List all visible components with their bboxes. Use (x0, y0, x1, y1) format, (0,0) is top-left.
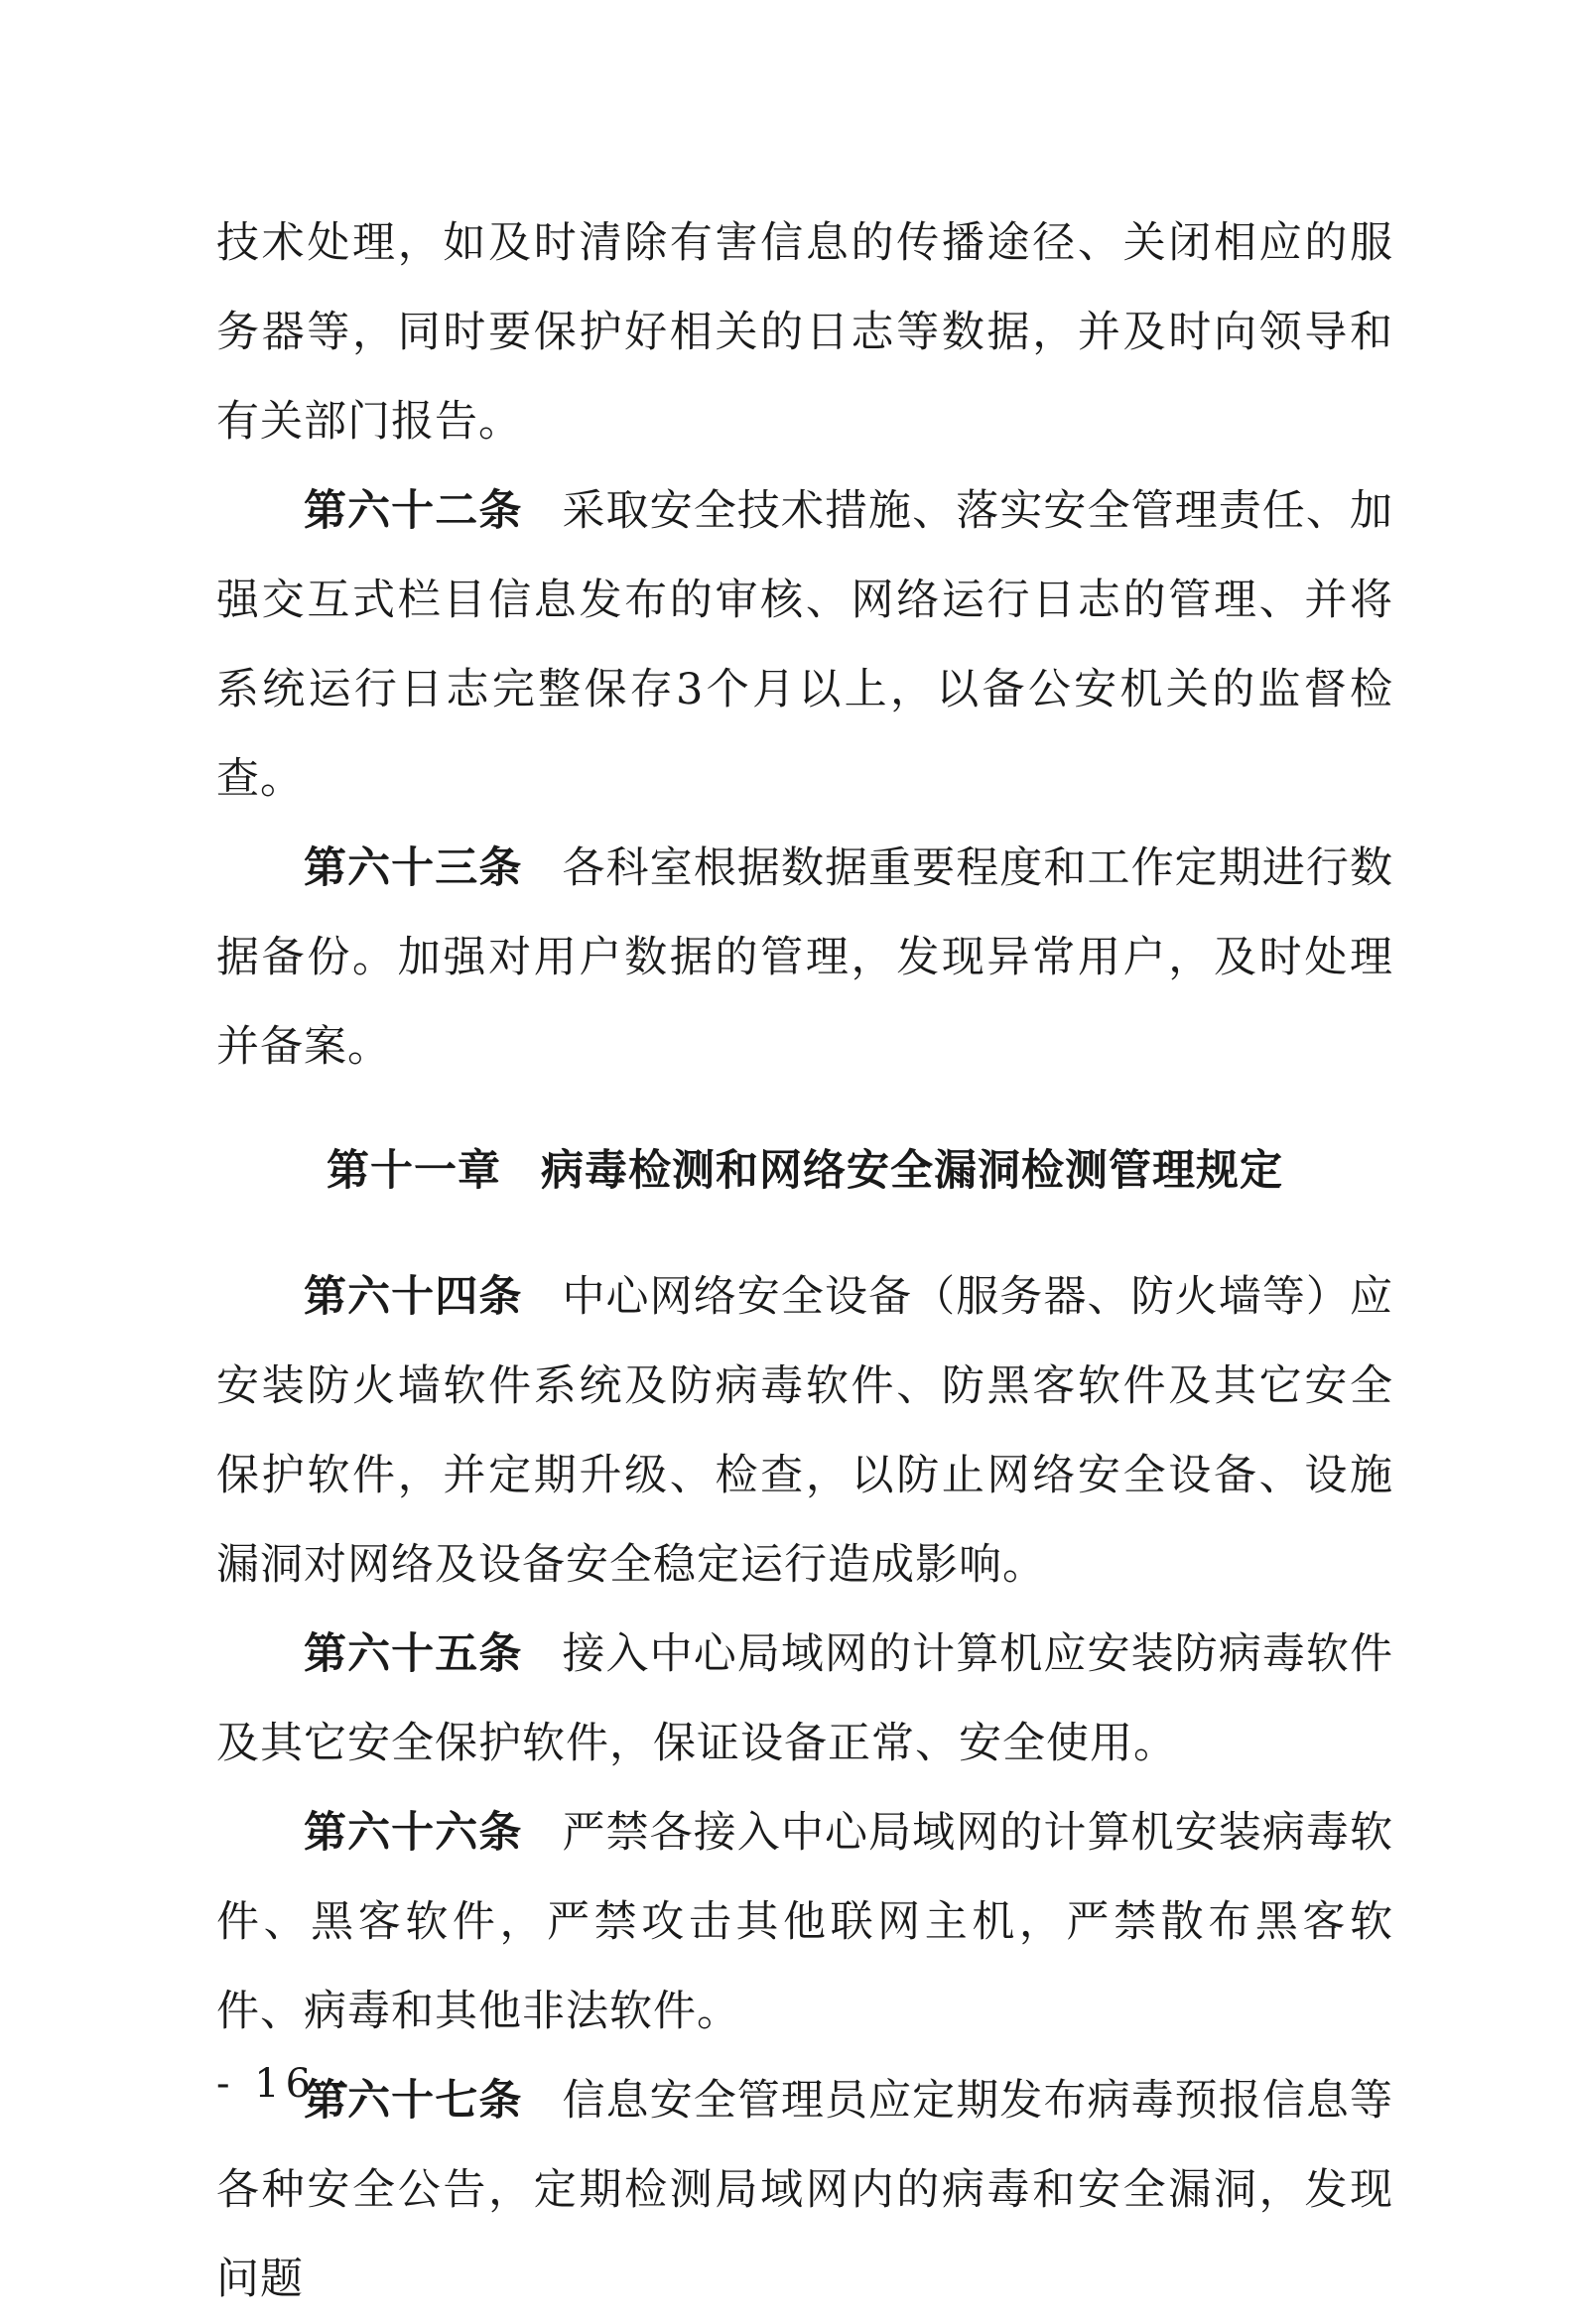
page-content (216, 198, 1393, 2324)
page-number: - 16 - (216, 2061, 355, 2107)
article-62 (216, 466, 1393, 824)
article-64 (216, 1252, 1393, 1610)
article-text: 严禁各接入中心局域网的计算机安装病毒软件、黑客软件，严禁攻击其他联网主机，严禁散布黑客软件、病毒和其他非法软件。 (216, 1808, 1394, 2036)
article-text: 信息安全管理员应定期发布病毒预报信息等各种安全公告，定期检测局域网内的病毒和安全漏洞，发现问题 (216, 2076, 1394, 2304)
article-number: 第六十六条 (304, 1808, 523, 1858)
paragraph-text: 技术处理，如及时清除有害信息的传播途径、关闭相应的服务器等，同时要保护好相关的日志等数据，并及时向领导和有关部门报告。 (216, 218, 1393, 447)
article-number: 第六十五条 (304, 1629, 523, 1679)
article-number: 第六十七条 (304, 2076, 523, 2126)
article-text: 采取安全技术措施、落实安全管理责任、加强交互式栏目信息发布的审核、网络运行日志的管理、并将系统运行日志完整保存3个月以上，以备公安机关的监督检查。 (216, 486, 1394, 804)
chapter-number: 第十一章 (327, 1146, 501, 1196)
article-text: 各科室根据数据重要程度和工作定期进行数据备份。加强对用户数据的管理，发现异常用户，及时处理并备案。 (216, 843, 1394, 1072)
article-number: 第六十四条 (304, 1272, 523, 1322)
article-number: 第六十二条 (304, 486, 523, 536)
chapter-title: 病毒检测和网络安全漏洞检测管理规定 (541, 1146, 1283, 1196)
article-text: 中心网络安全设备（服务器、防火墙等）应安装防火墙软件系统及防病毒软件、防黑客软件及其它安全保护软件，并定期升级、检查，以防止网络安全设备、设施漏洞对网络及设备安全稳定运行造成影响。 (216, 1272, 1394, 1590)
article-67 (216, 2056, 1393, 2324)
article-65 (216, 1610, 1393, 1788)
article-text: 接入中心局域网的计算机应安装防病毒软件及其它安全保护软件，保证设备正常、安全使用。 (216, 1629, 1394, 1768)
article-number: 第六十三条 (304, 843, 523, 893)
article-66 (216, 1788, 1393, 2056)
article-63 (216, 824, 1393, 1092)
chapter-heading (216, 1141, 1393, 1201)
paragraph-continuation (216, 198, 1393, 466)
